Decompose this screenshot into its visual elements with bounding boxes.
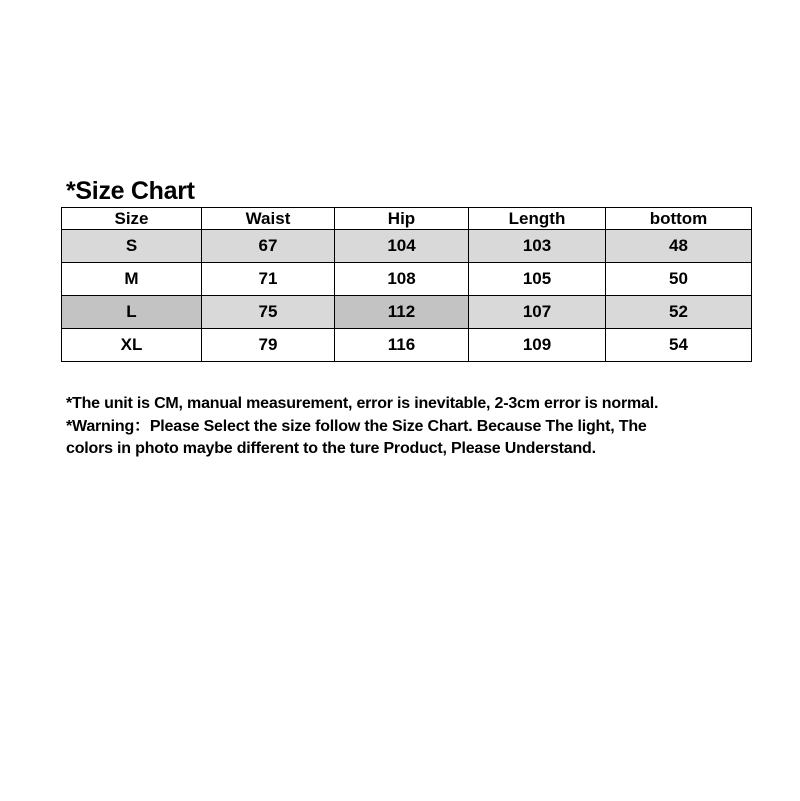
header-bottom: bottom bbox=[606, 208, 752, 230]
header-size: Size bbox=[62, 208, 202, 230]
cell-size: S bbox=[62, 230, 202, 263]
size-chart-title: *Size Chart bbox=[66, 177, 195, 205]
header-hip: Hip bbox=[335, 208, 469, 230]
cell-size: XL bbox=[62, 329, 202, 362]
table-row-s bbox=[62, 230, 752, 263]
size-notes bbox=[66, 393, 658, 461]
cell-waist: 75 bbox=[202, 296, 335, 329]
table-row-m bbox=[62, 263, 752, 296]
cell-length: 103 bbox=[469, 230, 606, 263]
cell-hip: 104 bbox=[335, 230, 469, 263]
cell-hip: 108 bbox=[335, 263, 469, 296]
table-header-row bbox=[62, 208, 752, 230]
cell-bottom: 52 bbox=[606, 296, 752, 329]
cell-hip: 112 bbox=[335, 296, 469, 329]
cell-bottom: 54 bbox=[606, 329, 752, 362]
header-waist: Waist bbox=[202, 208, 335, 230]
unit-note: *The unit is CM, manual measurement, error is inevitable, 2-3cm error is normal. bbox=[66, 395, 659, 412]
cell-bottom: 48 bbox=[606, 230, 752, 263]
cell-length: 105 bbox=[469, 263, 606, 296]
table-row-xl bbox=[62, 329, 752, 362]
cell-waist: 79 bbox=[202, 329, 335, 362]
table-row-l bbox=[62, 296, 752, 329]
cell-hip: 116 bbox=[335, 329, 469, 362]
warning-note-continued: colors in photo maybe different to the ture Product, Please Understand. bbox=[66, 440, 596, 457]
cell-length: 107 bbox=[469, 296, 606, 329]
warning-note: *Warning：Please Select the size follow the Size Chart. Because The light, The bbox=[66, 417, 647, 435]
cell-waist: 71 bbox=[202, 263, 335, 296]
cell-size: M bbox=[62, 263, 202, 296]
cell-waist: 67 bbox=[202, 230, 335, 263]
header-length: Length bbox=[469, 208, 606, 230]
size-chart-table bbox=[61, 207, 752, 362]
cell-bottom: 50 bbox=[606, 263, 752, 296]
cell-length: 109 bbox=[469, 329, 606, 362]
cell-size: L bbox=[62, 296, 202, 329]
